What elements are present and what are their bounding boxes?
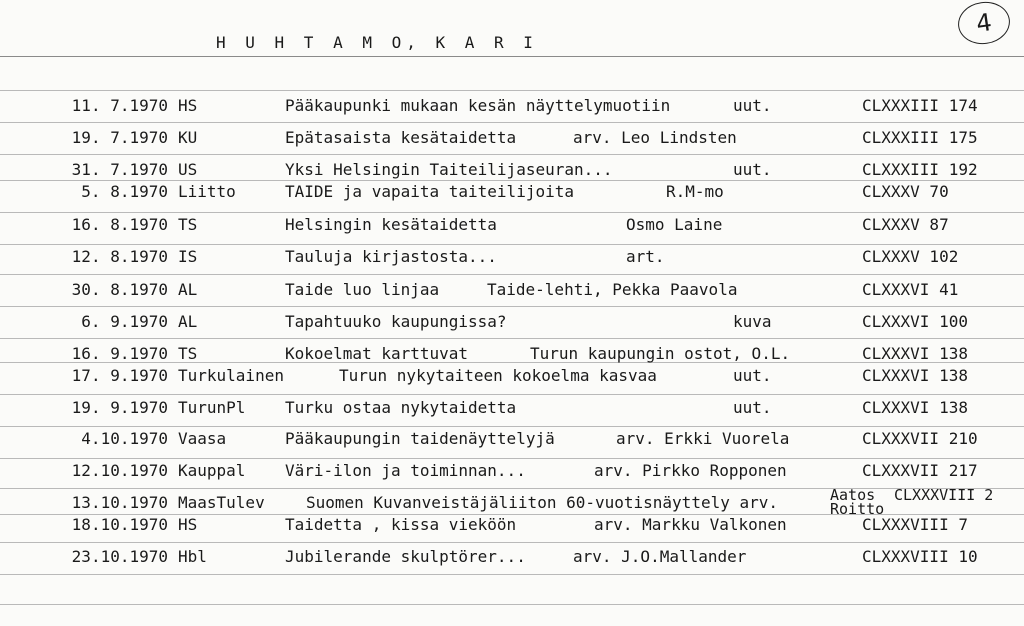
entry-note: arv. Pirkko Ropponen (594, 461, 787, 480)
entry-source: Turkulainen (178, 366, 284, 385)
entry-note: arv. Markku Valkonen (594, 515, 787, 534)
entry-title: Jubilerande skulptörer... (285, 547, 526, 566)
entry-reference: CLXXXV 70 (862, 182, 949, 201)
ruled-line (0, 274, 1024, 275)
entry-source: Vaasa (178, 429, 227, 448)
entry-date: 31. 7.1970 (71, 160, 168, 179)
entry-note: uut. (733, 366, 772, 385)
entry-row (0, 182, 1024, 202)
entry-row (0, 461, 1024, 481)
entry-reference: CLXXXVI 100 (862, 312, 968, 331)
ruled-line (0, 180, 1024, 181)
entry-title: Taide luo linjaa (285, 280, 440, 299)
entry-source: US (178, 160, 198, 179)
entry-reference: CLXXXVI 41 (862, 280, 959, 299)
entry-note: arv. Erkki Vuorela (616, 429, 790, 448)
ruled-line (0, 338, 1024, 339)
entry-title: Turku ostaa nykytaidetta (285, 398, 517, 417)
entry-row (0, 344, 1024, 364)
entry-note: Turun kaupungin ostot, O.L. (530, 344, 791, 363)
entry-title: Turun nykytaiteen kokoelma kasvaa (339, 366, 657, 385)
entry-source: IS (178, 247, 198, 266)
entry-date: 23.10.1970 (71, 547, 168, 566)
entry-source: Hbl (178, 547, 207, 566)
ruled-line (0, 244, 1024, 245)
entry-title: TAIDE ja vapaita taiteilijoita (285, 182, 574, 201)
ruled-line (0, 306, 1024, 307)
entry-title: Kokoelmat karttuvat (285, 344, 469, 363)
entry-source: TS (178, 344, 198, 363)
entry-note-continued: Roitto (830, 500, 885, 518)
entry-title: Suomen Kuvanveistäjäliiton 60-vuotisnäyttely arv. (306, 493, 779, 512)
entry-row (0, 515, 1024, 535)
ruled-line (0, 542, 1024, 543)
entry-source: AL (178, 280, 198, 299)
ruled-line (0, 426, 1024, 427)
entry-title: Pääkaupungin taidenäyttelyjä (285, 429, 555, 448)
entry-reference: CLXXXVIII 2 (894, 486, 994, 504)
entry-date: 16. 9.1970 (71, 344, 168, 363)
entry-date: 4.10.1970 (81, 429, 168, 448)
entry-title: Epätasaista kesätaidetta (285, 128, 517, 147)
entry-reference: CLXXXVI 138 (862, 344, 968, 363)
entry-title: Yksi Helsingin Taiteilijaseuran... (285, 160, 613, 179)
header-rule (0, 56, 1024, 57)
ruled-line (0, 394, 1024, 395)
entry-note: Taide-lehti, Pekka Paavola (487, 280, 738, 299)
entry-note: uut. (733, 96, 772, 115)
entry-note: art. (626, 247, 665, 266)
entry-title: Väri-ilon ja toiminnan... (285, 461, 526, 480)
entry-date: 16. 8.1970 (71, 215, 168, 234)
entry-source: KU (178, 128, 198, 147)
entry-date: 19. 9.1970 (71, 398, 168, 417)
entry-row (0, 160, 1024, 180)
entry-source: HS (178, 515, 198, 534)
entry-row (0, 398, 1024, 418)
entry-date: 19. 7.1970 (71, 128, 168, 147)
entry-note: kuva (733, 312, 772, 331)
entry-row (0, 128, 1024, 148)
entry-note: arv. Leo Lindsten (573, 128, 737, 147)
entry-source: TurunPl (178, 398, 246, 417)
entry-row (0, 312, 1024, 332)
entry-note: uut. (733, 398, 772, 417)
entry-reference: CLXXXVIII 10 (862, 547, 978, 566)
entry-date: 6. 9.1970 (81, 312, 168, 331)
entry-date: 5. 8.1970 (81, 182, 168, 201)
entry-source: MaasTulev (178, 493, 265, 512)
entry-title: Tauluja kirjastosta... (285, 247, 497, 266)
ruled-line (0, 458, 1024, 459)
entry-reference: CLXXXVIII 7 (862, 515, 968, 534)
entry-title: Helsingin kesätaidetta (285, 215, 497, 234)
entry-date: 18.10.1970 (71, 515, 168, 534)
entry-row (0, 366, 1024, 386)
entry-title: Taidetta , kissa vieköön (285, 515, 517, 534)
entry-reference: CLXXXVII 210 (862, 429, 978, 448)
entry-reference: CLXXXIII 174 (862, 96, 978, 115)
entry-date: 30. 8.1970 (71, 280, 168, 299)
ruled-line (0, 604, 1024, 605)
entry-reference: CLXXXVI 138 (862, 366, 968, 385)
ruled-line (0, 90, 1024, 91)
entry-date: 17. 9.1970 (71, 366, 168, 385)
entry-reference: CLXXXIII 175 (862, 128, 978, 147)
entry-source: Liitto (178, 182, 236, 201)
entry-row (0, 247, 1024, 267)
entry-reference: CLXXXVII 217 (862, 461, 978, 480)
entry-reference: CLXXXV 102 (862, 247, 959, 266)
entry-row (0, 429, 1024, 449)
entry-row (0, 547, 1024, 567)
entry-source: Kauppal (178, 461, 246, 480)
entry-row (0, 215, 1024, 235)
entry-date: 12.10.1970 (71, 461, 168, 480)
entry-title: Tapahtuuko kaupungissa? (285, 312, 507, 331)
card-heading-name: H U H T A M O, K A R I (216, 33, 538, 52)
ruled-line (0, 122, 1024, 123)
entry-reference: CLXXXVI 138 (862, 398, 968, 417)
entry-source: AL (178, 312, 198, 331)
entry-source: HS (178, 96, 198, 115)
ruled-line (0, 154, 1024, 155)
entry-reference: CLXXXIII 192 (862, 160, 978, 179)
entry-note: R.M-mo (666, 182, 724, 201)
entry-title: Pääkaupunki mukaan kesän näyttelymuotiin (285, 96, 671, 115)
entry-date: 13.10.1970 (71, 493, 168, 512)
entry-note: Osmo Laine (626, 215, 723, 234)
card-number-circled: 4 (955, 0, 1012, 47)
entry-source: TS (178, 215, 198, 234)
entry-note: Aatos (830, 486, 876, 504)
entry-note: uut. (733, 160, 772, 179)
entry-row (0, 96, 1024, 116)
ruled-line (0, 574, 1024, 575)
ruled-line (0, 212, 1024, 213)
entry-date: 12. 8.1970 (71, 247, 168, 266)
entry-date: 11. 7.1970 (71, 96, 168, 115)
entry-row (0, 280, 1024, 300)
entry-reference: CLXXXV 87 (862, 215, 949, 234)
entry-note: arv. J.O.Mallander (573, 547, 747, 566)
